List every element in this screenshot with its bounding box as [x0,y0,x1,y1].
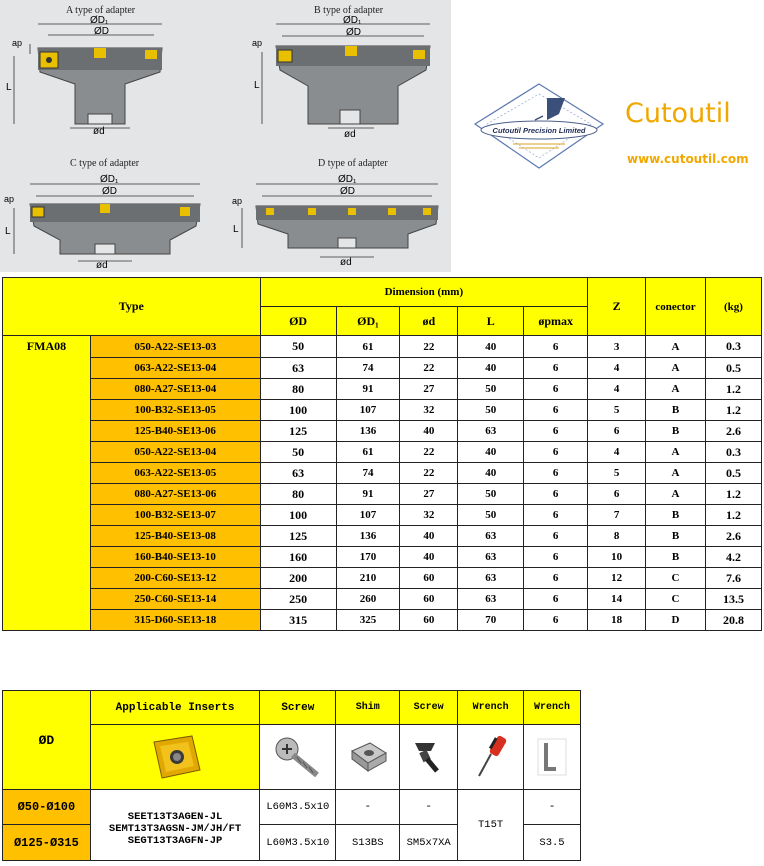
shim-header: Shim [336,691,400,725]
ap-cell: 6 [524,379,588,400]
od1-cell: 325 [336,610,400,631]
hex-key-icon [532,733,572,781]
od1-cell: 74 [336,463,400,484]
l-cell: 40 [458,442,524,463]
l-cell: 63 [458,526,524,547]
torx-wrench-icon-cell [458,725,524,790]
od1-cell: 260 [336,589,400,610]
l-cell: 40 [458,336,524,358]
diagram-b [248,14,448,139]
dimension-header: Dimension (mm) [260,278,588,307]
od-cell: 100 [260,400,336,421]
hex-key-icon-cell [524,725,581,790]
type-cell: 100-B32-SE13-05 [90,400,260,421]
od1-cell: 136 [336,421,400,442]
od-cell: 125 [260,526,336,547]
apmax-header: øpmax [524,307,588,336]
kg-header: (kg) [706,278,762,336]
l-cell: 63 [458,589,524,610]
con-cell: B [646,505,706,526]
ap-cell: 6 [524,526,588,547]
shim-cell-2: S13BS [336,825,400,861]
d-cell: 27 [400,484,458,505]
screw-icon [273,733,323,781]
table-row [3,526,762,547]
svg-text:ap: ap [4,194,15,204]
type-cell: 125-B40-SE13-08 [90,526,260,547]
kg-cell: 7.6 [706,568,762,589]
od-cell: 63 [260,463,336,484]
diagram-b-title: B type of adapter [314,5,384,16]
z-cell: 4 [588,379,646,400]
type-cell: 080-A27-SE13-04 [90,379,260,400]
z-cell: 10 [588,547,646,568]
wrench2-header: Wrench [524,691,581,725]
od1-cell: 136 [336,526,400,547]
d-cell: 22 [400,442,458,463]
insert-item: SEGT13T3AGFN-JP [127,835,223,847]
type-cell: 100-B32-SE13-07 [90,505,260,526]
z-cell: 5 [588,400,646,421]
z-cell: 4 [588,358,646,379]
screw-cell-2: L60M3.5x10 [260,825,336,861]
ap-label: ap [12,38,23,48]
con-cell: C [646,589,706,610]
kg-cell: 0.3 [706,442,762,463]
con-cell: A [646,358,706,379]
diagram-a [0,14,225,134]
ap-cell: 6 [524,358,588,379]
od1-cell: 107 [336,505,400,526]
shim-cell-1: - [336,790,400,825]
table-row [3,610,762,631]
type-cell: 080-A27-SE13-06 [90,484,260,505]
ap-cell: 6 [524,505,588,526]
kg-cell: 20.8 [706,610,762,631]
table-row [3,463,762,484]
svg-text:L: L [254,80,260,91]
con-cell: B [646,421,706,442]
ap-cell: 6 [524,547,588,568]
diagram-a-title: A type of adapter [66,5,136,16]
insert-icon [146,732,204,782]
d-cell: 40 [400,526,458,547]
od-cell: 50 [260,336,336,358]
diagram-c [0,168,220,272]
ap-cell: 6 [524,463,588,484]
kg-cell: 0.5 [706,358,762,379]
type-cell: 063-A22-SE13-04 [90,358,260,379]
con-cell: D [646,610,706,631]
table-row [3,568,762,589]
l-cell: 63 [458,547,524,568]
l-cell: 50 [458,484,524,505]
diagram-d-title: D type of adapter [318,158,388,169]
od1-cell: 61 [336,336,400,358]
od-cell: 160 [260,547,336,568]
z-cell: 5 [588,463,646,484]
z-cell: 18 [588,610,646,631]
svg-text:ap: ap [252,38,263,48]
od1-cell: 170 [336,547,400,568]
d-cell: 32 [400,505,458,526]
svg-text:ØD₁: ØD₁ [100,174,119,185]
od-cell: 315 [260,610,336,631]
z-cell: 7 [588,505,646,526]
od1-cell: 210 [336,568,400,589]
ap-cell: 6 [524,484,588,505]
l-label: L [6,82,12,93]
screw-cell-1: L60M3.5x10 [260,790,336,825]
ap-cell: 6 [524,589,588,610]
type-cell: 160-B40-SE13-10 [90,547,260,568]
l-cell: 70 [458,610,524,631]
type-cell: 250-C60-SE13-14 [90,589,260,610]
screw2-header: Screw [400,691,458,725]
con-cell: A [646,484,706,505]
ap-cell: 6 [524,421,588,442]
inserts-header: Applicable Inserts [90,691,260,725]
table-row [3,358,762,379]
con-cell: A [646,336,706,358]
conector-header: conector [646,278,706,336]
range-cell-1: Ø50-Ø100 [3,790,91,825]
kg-cell: 1.2 [706,505,762,526]
ap-cell: 6 [524,568,588,589]
kg-cell: 13.5 [706,589,762,610]
od1-cell: 91 [336,484,400,505]
od1-label: ØD₁ [90,15,109,26]
brand-name: Cutoutil [625,98,731,129]
l-cell: 40 [458,358,524,379]
table-row [3,442,762,463]
shim-screw-icon-cell [400,725,458,790]
z-cell: 8 [588,526,646,547]
d-cell: 60 [400,589,458,610]
od1-cell: 74 [336,358,400,379]
d-cell: 60 [400,568,458,589]
table-row [3,379,762,400]
type-cell: 200-C60-SE13-12 [90,568,260,589]
type-cell: 050-A22-SE13-04 [90,442,260,463]
d-cell: 22 [400,463,458,484]
con-cell: B [646,526,706,547]
con-cell: B [646,400,706,421]
wrench2-cell-2: S3.5 [524,825,581,861]
table-row [3,400,762,421]
svg-text:L: L [5,226,11,237]
svg-text:ØD₁: ØD₁ [343,15,362,26]
l-cell: 50 [458,400,524,421]
table-row [3,421,762,442]
od1-cell: 61 [336,442,400,463]
d-label: ød [93,126,105,134]
od-cell: 80 [260,379,336,400]
con-cell: C [646,568,706,589]
shim-icon-cell [336,725,400,790]
od-cell: 200 [260,568,336,589]
acc-od-header: ØD [3,691,91,790]
z-cell: 6 [588,421,646,442]
z-cell: 14 [588,589,646,610]
con-cell: A [646,463,706,484]
od-cell: 80 [260,484,336,505]
svg-text:ap: ap [232,196,243,206]
svg-text:L: L [233,224,239,235]
od1-cell: 107 [336,400,400,421]
company-seal-logo [469,80,609,176]
spec-table-body [3,336,762,631]
screw2-cell-2: SM5x7XA [400,825,458,861]
ap-cell: 6 [524,336,588,358]
insert-cell [90,725,260,790]
screw-header: Screw [260,691,336,725]
wrench-cell: T15T [458,790,524,861]
svg-text:ød: ød [340,257,352,268]
od-cell: 100 [260,505,336,526]
d-cell: 22 [400,336,458,358]
d-cell: 32 [400,400,458,421]
inserts-list [90,790,260,861]
kg-cell: 1.2 [706,400,762,421]
kg-cell: 1.2 [706,379,762,400]
svg-text:ØD: ØD [346,27,361,38]
od-header: ØD [260,307,336,336]
z-cell: 4 [588,442,646,463]
table-row [3,589,762,610]
z-cell: 12 [588,568,646,589]
d-cell: 60 [400,610,458,631]
l-cell: 63 [458,568,524,589]
kg-cell: 4.2 [706,547,762,568]
l-cell: 63 [458,421,524,442]
svg-text:ød: ød [96,260,108,271]
con-cell: A [646,442,706,463]
z-header: Z [588,278,646,336]
ap-cell: 6 [524,610,588,631]
type-cell: 315-D60-SE13-18 [90,610,260,631]
type-cell: 063-A22-SE13-05 [90,463,260,484]
brand-url[interactable]: www.cutoutil.com [627,152,749,166]
table-row [3,484,762,505]
screw2-cell-1: - [400,790,458,825]
table-row [3,547,762,568]
diagram-c-title: C type of adapter [70,158,140,169]
d-cell: 40 [400,547,458,568]
table-row [3,336,762,358]
screw-icon-cell [260,725,336,790]
d-header: ød [400,307,458,336]
spec-table [2,277,762,631]
con-cell: A [646,379,706,400]
kg-cell: 2.6 [706,526,762,547]
insert-item: SEET13T3AGEN-JL [127,811,223,823]
od-cell: 125 [260,421,336,442]
kg-cell: 1.2 [706,484,762,505]
kg-cell: 2.6 [706,421,762,442]
z-cell: 3 [588,336,646,358]
d-cell: 40 [400,421,458,442]
l-cell: 50 [458,505,524,526]
od1-cell: 91 [336,379,400,400]
shim-icon [346,737,390,777]
seal-text: Cutoutil Precision Limited [492,126,586,135]
od-cell: 63 [260,358,336,379]
shim-screw-icon [407,737,451,777]
l-cell: 50 [458,379,524,400]
kg-cell: 0.3 [706,336,762,358]
d-cell: 22 [400,358,458,379]
type-cell: 050-A22-SE13-03 [90,336,260,358]
con-cell: B [646,547,706,568]
od-cell: 250 [260,589,336,610]
l-header: L [458,307,524,336]
od-cell: 50 [260,442,336,463]
insert-item: SEMT13T3AGSN-JM/JH/FT [108,823,242,835]
type-cell: 125-B40-SE13-06 [90,421,260,442]
svg-text:ØD₁: ØD₁ [338,174,357,185]
ap-cell: 6 [524,400,588,421]
brand-area [451,0,764,272]
accessory-table [2,690,581,861]
od-label: ØD [94,26,109,37]
z-cell: 6 [588,484,646,505]
kg-cell: 0.5 [706,463,762,484]
svg-text:ød: ød [344,129,356,139]
adapter-diagrams-panel [0,0,451,272]
diagram-d [228,168,450,272]
svg-text:ØD: ØD [340,186,355,197]
table-row [3,505,762,526]
l-cell: 40 [458,463,524,484]
ap-cell: 6 [524,442,588,463]
wrench-header: Wrench [458,691,524,725]
type-header: Type [3,278,261,336]
torx-wrench-icon [469,732,513,782]
svg-text:ØD: ØD [102,186,117,197]
wrench2-cell-1: - [524,790,581,825]
d-cell: 27 [400,379,458,400]
od1-header: ØD₁ [336,307,400,336]
series-cell: FMA08 [3,336,91,631]
range-cell-2: Ø125-Ø315 [3,825,91,861]
